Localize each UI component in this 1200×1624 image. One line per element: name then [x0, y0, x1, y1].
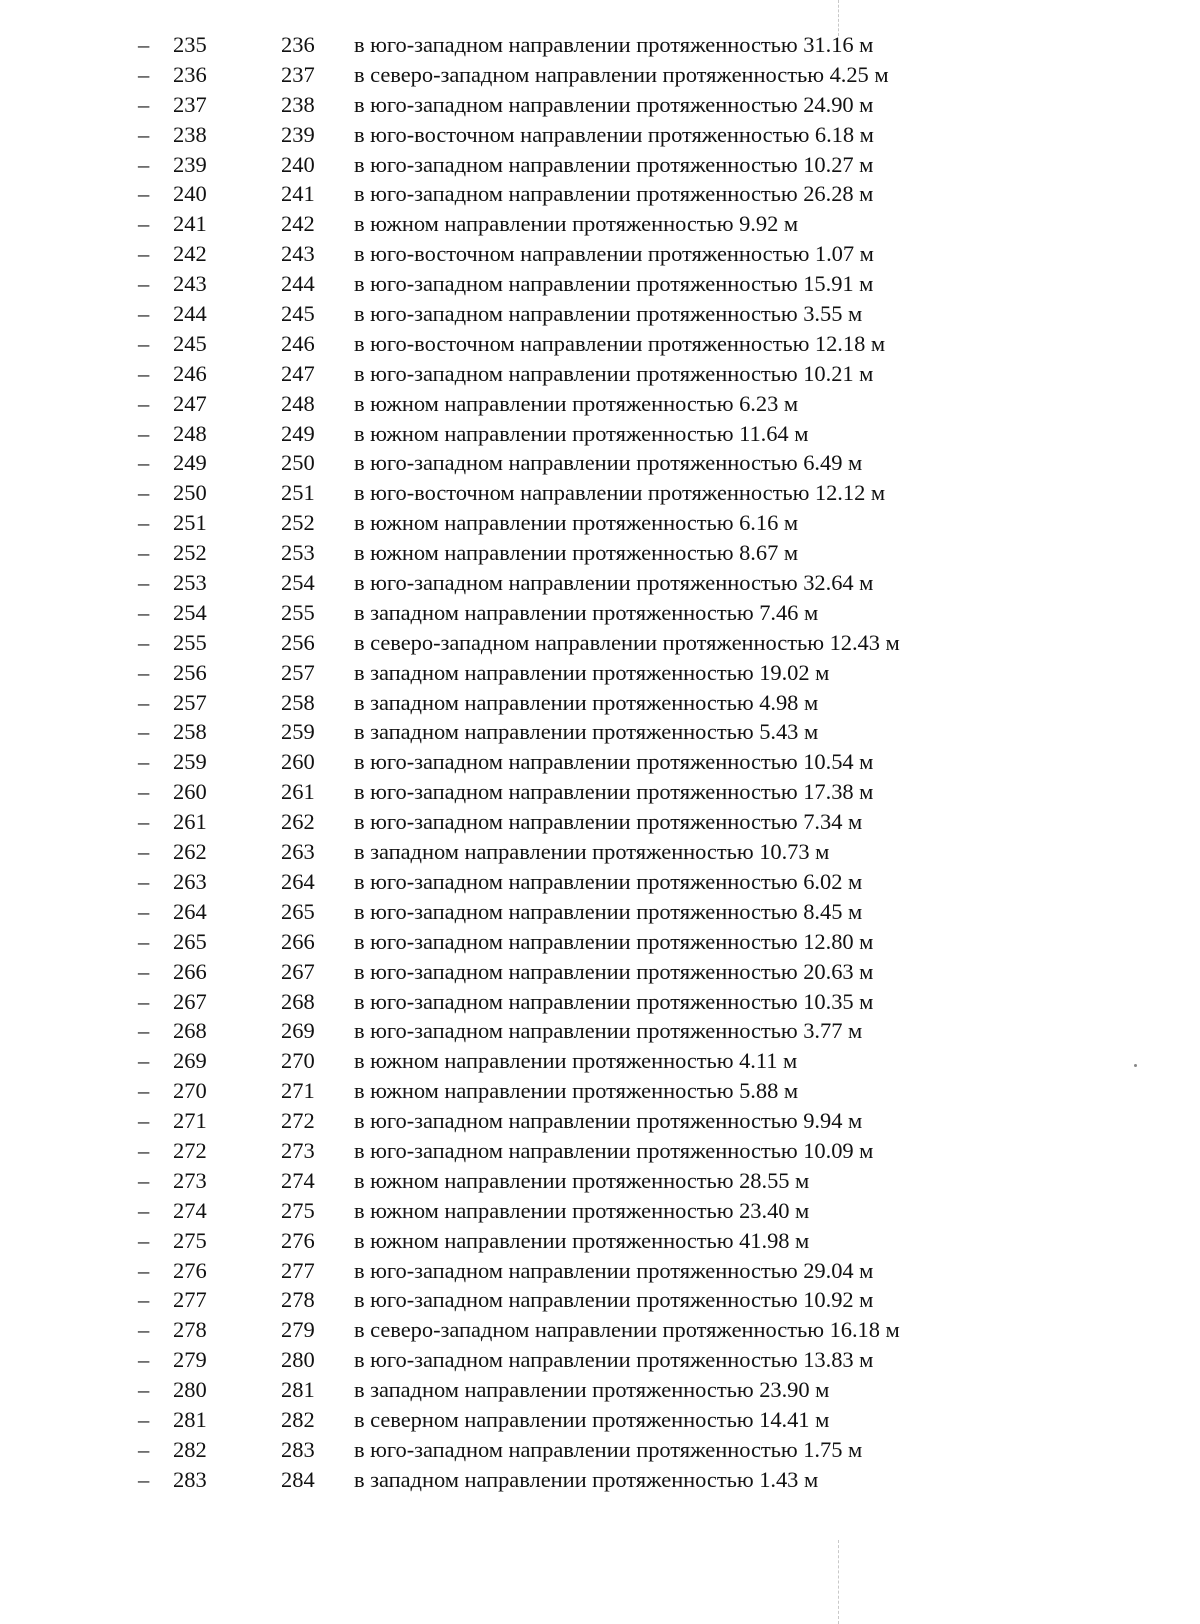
dash-marker: – [138, 540, 150, 566]
point-to: 272 [281, 1108, 315, 1134]
list-item [0, 150, 1200, 180]
point-from: 249 [173, 450, 207, 476]
point-from: 258 [173, 719, 207, 745]
point-from: 247 [173, 390, 207, 416]
point-to: 249 [281, 420, 315, 446]
dash-marker: – [138, 420, 150, 446]
dash-marker: – [138, 1108, 150, 1134]
dash-marker: – [138, 510, 150, 536]
point-from: 263 [173, 868, 207, 894]
point-to: 236 [281, 32, 315, 57]
point-from: 239 [173, 151, 207, 177]
dash-marker: – [138, 809, 150, 835]
segment-description: в западном направлении протяженностью 10.73 м [354, 839, 830, 865]
segment-description: в юго-западном направлении протяженностью 6.02 м [354, 868, 863, 894]
dash-marker: – [138, 1466, 150, 1492]
point-from: 242 [173, 241, 207, 267]
point-to: 269 [281, 1018, 315, 1044]
dash-marker: – [138, 1257, 150, 1283]
segment-description: в юго-западном направлении протяженностью 10.54 м [354, 749, 874, 775]
list-item [0, 867, 1200, 897]
point-to: 255 [281, 599, 315, 625]
point-to: 258 [281, 689, 315, 715]
point-to: 268 [281, 988, 315, 1014]
segment-list [0, 30, 1200, 1495]
dash-marker: – [138, 1406, 150, 1432]
dash-marker: – [138, 629, 150, 655]
list-item [0, 717, 1200, 747]
dash-marker: – [138, 1317, 150, 1343]
point-from: 256 [173, 659, 207, 685]
segment-description: в западном направлении протяженностью 23.90 м [354, 1377, 830, 1403]
list-item [0, 1375, 1200, 1405]
point-from: 235 [173, 32, 207, 57]
segment-description: в северо-западном направлении протяженностью 16.18 м [354, 1317, 900, 1343]
point-to: 282 [281, 1406, 315, 1432]
dash-marker: – [138, 480, 150, 506]
point-to: 266 [281, 928, 315, 954]
point-from: 268 [173, 1018, 207, 1044]
dash-marker: – [138, 570, 150, 596]
dash-marker: – [138, 1137, 150, 1163]
point-from: 277 [173, 1287, 207, 1313]
point-from: 265 [173, 928, 207, 954]
point-to: 238 [281, 91, 315, 117]
segment-description: в южном направлении протяженностью 4.11 м [354, 1048, 798, 1074]
segment-description: в южном направлении протяженностью 6.16 м [354, 510, 799, 536]
segment-description: в юго-восточном направлении протяженностью 1.07 м [354, 241, 874, 267]
dash-marker: – [138, 241, 150, 267]
segment-description: в северо-западном направлении протяженностью 12.43 м [354, 629, 900, 655]
segment-description: в северо-западном направлении протяженностью 4.25 м [354, 61, 889, 87]
dash-marker: – [138, 659, 150, 685]
point-to: 265 [281, 898, 315, 924]
dash-marker: – [138, 1167, 150, 1193]
point-from: 250 [173, 480, 207, 506]
list-item [0, 478, 1200, 508]
list-item [0, 927, 1200, 957]
dash-marker: – [138, 599, 150, 625]
segment-description: в южном направлении протяженностью 9.92 м [354, 211, 799, 237]
list-item [0, 269, 1200, 299]
list-item [0, 747, 1200, 777]
dash-marker: – [138, 868, 150, 894]
segment-description: в юго-западном направлении протяженностью 7.34 м [354, 809, 863, 835]
list-item [0, 1196, 1200, 1226]
list-item [0, 1076, 1200, 1106]
segment-description: в юго-западном направлении протяженностью 29.04 м [354, 1257, 874, 1283]
list-item [0, 568, 1200, 598]
point-from: 254 [173, 599, 207, 625]
list-item [0, 1136, 1200, 1166]
segment-description: в юго-западном направлении протяженностью 32.64 м [354, 570, 874, 596]
segment-description: в западном направлении протяженностью 7.46 м [354, 599, 819, 625]
point-to: 280 [281, 1347, 315, 1373]
dash-marker: – [138, 360, 150, 386]
dash-marker: – [138, 330, 150, 356]
list-item [0, 239, 1200, 269]
point-to: 262 [281, 809, 315, 835]
list-item [0, 807, 1200, 837]
list-item [0, 1106, 1200, 1136]
dash-marker: – [138, 1347, 150, 1373]
segment-description: в юго-западном направлении протяженностью 9.94 м [354, 1108, 863, 1134]
point-from: 252 [173, 540, 207, 566]
list-item [0, 179, 1200, 209]
dash-marker: – [138, 1227, 150, 1253]
point-from: 270 [173, 1078, 207, 1104]
segment-description: в юго-западном направлении протяженностью 10.35 м [354, 988, 874, 1014]
list-item [0, 1046, 1200, 1076]
list-item [0, 1166, 1200, 1196]
point-from: 251 [173, 510, 207, 536]
point-from: 260 [173, 779, 207, 805]
segment-description: в западном направлении протяженностью 5.43 м [354, 719, 819, 745]
point-from: 246 [173, 360, 207, 386]
point-from: 276 [173, 1257, 207, 1283]
point-to: 240 [281, 151, 315, 177]
list-item [0, 90, 1200, 120]
dash-marker: – [138, 1287, 150, 1313]
list-item [0, 1465, 1200, 1495]
segment-description: в северном направлении протяженностью 14.41 м [354, 1406, 830, 1432]
segment-description: в западном направлении протяженностью 19.02 м [354, 659, 830, 685]
point-from: 279 [173, 1347, 207, 1373]
point-to: 243 [281, 241, 315, 267]
point-to: 274 [281, 1167, 315, 1193]
dash-marker: – [138, 1048, 150, 1074]
segment-description: в южном направлении протяженностью 41.98 м [354, 1227, 810, 1253]
point-to: 251 [281, 480, 315, 506]
segment-description: в западном направлении протяженностью 4.98 м [354, 689, 819, 715]
list-item [0, 1285, 1200, 1315]
point-from: 237 [173, 91, 207, 117]
segment-description: в западном направлении протяженностью 1.43 м [354, 1466, 819, 1492]
dash-marker: – [138, 779, 150, 805]
dash-marker: – [138, 271, 150, 297]
point-to: 271 [281, 1078, 315, 1104]
segment-description: в юго-восточном направлении протяженностью 6.18 м [354, 121, 874, 147]
point-to: 267 [281, 958, 315, 984]
point-to: 277 [281, 1257, 315, 1283]
list-item [0, 419, 1200, 449]
list-item [0, 658, 1200, 688]
list-item [0, 897, 1200, 927]
point-from: 280 [173, 1377, 207, 1403]
segment-description: в южном направлении протяженностью 8.67 м [354, 540, 799, 566]
dash-marker: – [138, 988, 150, 1014]
segment-description: в юго-западном направлении протяженностью 12.80 м [354, 928, 874, 954]
point-from: 241 [173, 211, 207, 237]
point-from: 255 [173, 629, 207, 655]
segment-description: в юго-западном направлении протяженностью 20.63 м [354, 958, 874, 984]
segment-description: в южном направлении протяженностью 28.55 м [354, 1167, 810, 1193]
segment-description: в юго-западном направлении протяженностью 10.92 м [354, 1287, 874, 1313]
point-from: 236 [173, 61, 207, 87]
list-item [0, 299, 1200, 329]
point-from: 273 [173, 1167, 207, 1193]
dash-marker: – [138, 121, 150, 147]
segment-description: в юго-западном направлении протяженностью 10.27 м [354, 151, 874, 177]
dash-marker: – [138, 928, 150, 954]
list-item [0, 209, 1200, 239]
point-from: 245 [173, 330, 207, 356]
point-to: 252 [281, 510, 315, 536]
point-to: 245 [281, 301, 315, 327]
dash-marker: – [138, 1377, 150, 1403]
list-item [0, 1435, 1200, 1465]
point-to: 241 [281, 181, 315, 207]
point-from: 266 [173, 958, 207, 984]
list-item [0, 598, 1200, 628]
segment-description: в южном направлении протяженностью 11.64 м [354, 420, 809, 446]
dash-marker: – [138, 749, 150, 775]
point-from: 262 [173, 839, 207, 865]
list-item [0, 30, 1200, 60]
point-to: 279 [281, 1317, 315, 1343]
segment-description: в юго-восточном направлении протяженностью 12.18 м [354, 330, 886, 356]
dash-marker: – [138, 1078, 150, 1104]
list-item [0, 120, 1200, 150]
list-item [0, 777, 1200, 807]
list-item [0, 448, 1200, 478]
point-from: 275 [173, 1227, 207, 1253]
list-item [0, 1256, 1200, 1286]
point-from: 261 [173, 809, 207, 835]
list-item [0, 329, 1200, 359]
point-from: 274 [173, 1197, 207, 1223]
point-to: 276 [281, 1227, 315, 1253]
list-item [0, 1345, 1200, 1375]
point-to: 275 [281, 1197, 315, 1223]
point-from: 278 [173, 1317, 207, 1343]
dash-marker: – [138, 450, 150, 476]
dash-marker: – [138, 689, 150, 715]
point-from: 264 [173, 898, 207, 924]
point-from: 272 [173, 1137, 207, 1163]
point-to: 273 [281, 1137, 315, 1163]
list-item [0, 1405, 1200, 1435]
point-to: 284 [281, 1466, 315, 1492]
point-to: 246 [281, 330, 315, 356]
point-to: 256 [281, 629, 315, 655]
segment-description: в юго-западном направлении протяженностью 6.49 м [354, 450, 863, 476]
point-to: 263 [281, 839, 315, 865]
list-item [0, 957, 1200, 987]
point-from: 243 [173, 271, 207, 297]
segment-description: в юго-западном направлении протяженностью 8.45 м [354, 898, 863, 924]
list-item [0, 60, 1200, 90]
segment-description: в юго-западном направлении протяженностью 24.90 м [354, 91, 874, 117]
point-to: 247 [281, 360, 315, 386]
point-from: 281 [173, 1406, 207, 1432]
segment-description: в юго-западном направлении протяженностью 13.83 м [354, 1347, 874, 1373]
segment-description: в юго-западном направлении протяженностью 15.91 м [354, 271, 874, 297]
list-item [0, 1226, 1200, 1256]
point-to: 239 [281, 121, 315, 147]
point-to: 244 [281, 271, 315, 297]
point-from: 244 [173, 301, 207, 327]
segment-description: в юго-западном направлении протяженностью 10.09 м [354, 1137, 874, 1163]
point-from: 238 [173, 121, 207, 147]
dash-marker: – [138, 958, 150, 984]
point-to: 278 [281, 1287, 315, 1313]
list-item [0, 837, 1200, 867]
point-from: 283 [173, 1466, 207, 1492]
point-from: 282 [173, 1436, 207, 1462]
dash-marker: – [138, 1197, 150, 1223]
point-to: 270 [281, 1048, 315, 1074]
point-to: 248 [281, 390, 315, 416]
segment-description: в юго-западном направлении протяженностью 1.75 м [354, 1436, 863, 1462]
list-item [0, 1315, 1200, 1345]
point-to: 260 [281, 749, 315, 775]
dash-marker: – [138, 211, 150, 237]
point-from: 257 [173, 689, 207, 715]
segment-description: в южном направлении протяженностью 6.23 м [354, 390, 799, 416]
point-to: 261 [281, 779, 315, 805]
point-from: 269 [173, 1048, 207, 1074]
segment-description: в южном направлении протяженностью 23.40 м [354, 1197, 810, 1223]
list-item [0, 508, 1200, 538]
dash-marker: – [138, 91, 150, 117]
dash-marker: – [138, 181, 150, 207]
list-item [0, 389, 1200, 419]
dash-marker: – [138, 61, 150, 87]
point-to: 283 [281, 1436, 315, 1462]
list-item [0, 359, 1200, 389]
list-item [0, 538, 1200, 568]
point-from: 248 [173, 420, 207, 446]
list-item [0, 628, 1200, 658]
point-from: 253 [173, 570, 207, 596]
point-to: 250 [281, 450, 315, 476]
point-from: 240 [173, 181, 207, 207]
point-to: 254 [281, 570, 315, 596]
dash-marker: – [138, 1018, 150, 1044]
scan-artifact-line [838, 1540, 840, 1624]
segment-description: в юго-западном направлении протяженностью 3.77 м [354, 1018, 863, 1044]
list-item [0, 1016, 1200, 1046]
segment-description: в юго-западном направлении протяженностью 3.55 м [354, 301, 863, 327]
segment-description: в южном направлении протяженностью 5.88 м [354, 1078, 799, 1104]
point-to: 281 [281, 1377, 315, 1403]
list-item [0, 688, 1200, 718]
point-to: 264 [281, 868, 315, 894]
dash-marker: – [138, 32, 150, 57]
segment-description: в юго-западном направлении протяженностью 10.21 м [354, 360, 874, 386]
point-from: 259 [173, 749, 207, 775]
dash-marker: – [138, 151, 150, 177]
point-from: 267 [173, 988, 207, 1014]
point-to: 253 [281, 540, 315, 566]
dash-marker: – [138, 301, 150, 327]
point-from: 271 [173, 1108, 207, 1134]
point-to: 259 [281, 719, 315, 745]
dash-marker: – [138, 839, 150, 865]
dash-marker: – [138, 1436, 150, 1462]
point-to: 242 [281, 211, 315, 237]
segment-description: в юго-западном направлении протяженностью 17.38 м [354, 779, 874, 805]
dash-marker: – [138, 898, 150, 924]
segment-description: в юго-западном направлении протяженностью 26.28 м [354, 181, 874, 207]
dash-marker: – [138, 719, 150, 745]
dash-marker: – [138, 390, 150, 416]
point-to: 257 [281, 659, 315, 685]
point-to: 237 [281, 61, 315, 87]
list-item [0, 987, 1200, 1017]
segment-description: в юго-восточном направлении протяженностью 12.12 м [354, 480, 886, 506]
segment-description: в юго-западном направлении протяженностью 31.16 м [354, 32, 874, 57]
